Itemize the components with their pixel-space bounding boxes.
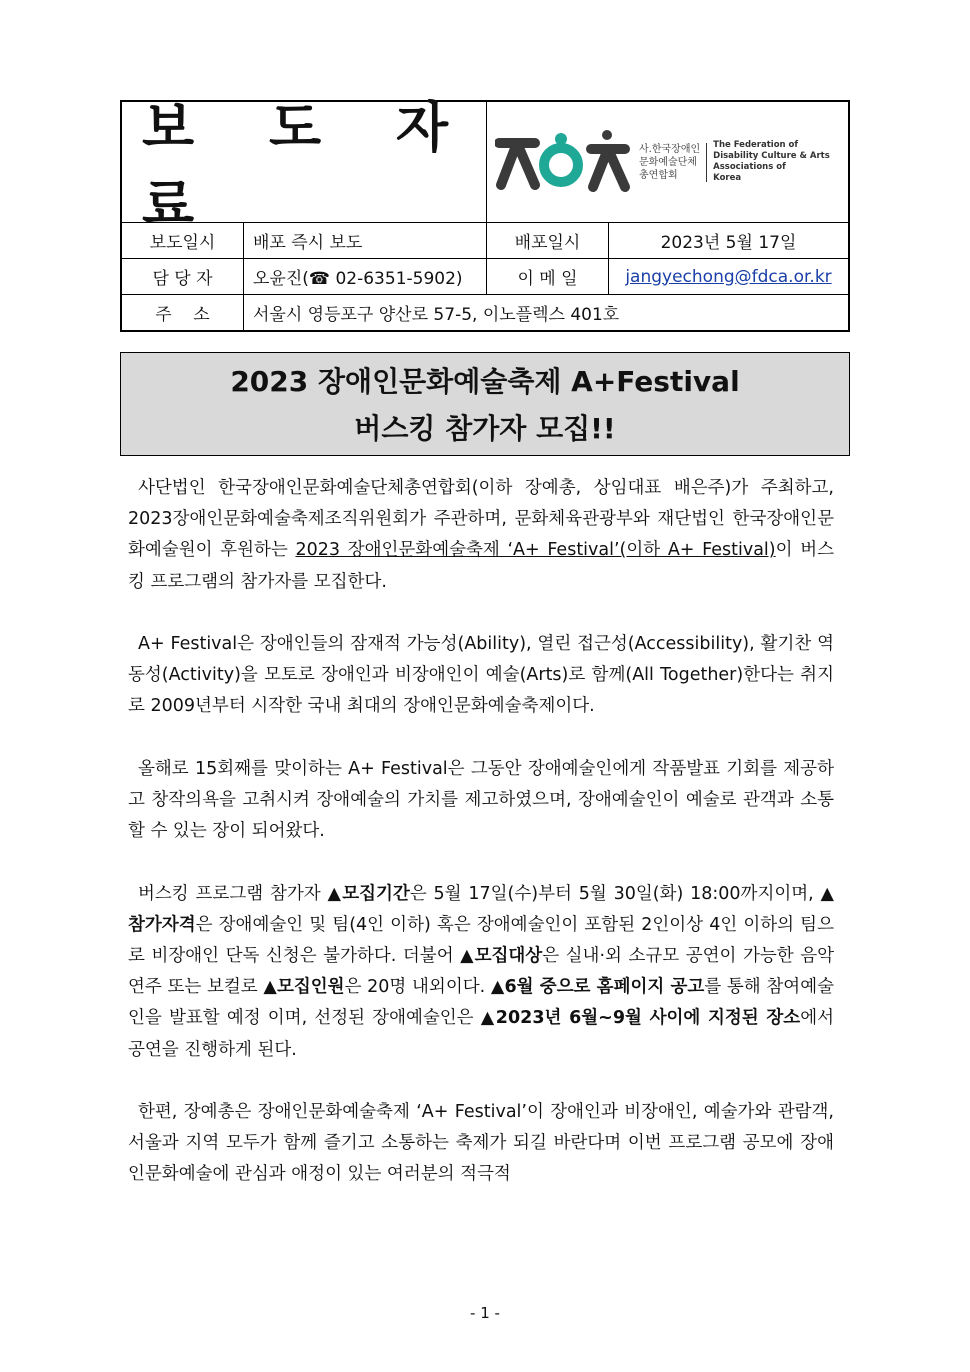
headline-line-2: 버스킹 참가자 모집!! xyxy=(354,412,616,445)
email-link[interactable]: jangyechong@fdca.or.kr xyxy=(625,266,832,287)
paragraph-4 xyxy=(128,879,834,1066)
logo-org-english: The Federation of Disability Culture & Arts Associations of Korea xyxy=(713,140,830,183)
label-contact-person: 담 당 자 xyxy=(122,259,244,294)
page-number: - 1 - xyxy=(470,1304,500,1322)
paragraph-2: A+ Festival은 장애인들의 잠재적 가능성(Ability), 열린 접근성(Accessibility), 활기찬 역동성(Activity)을 모토로 장애인과 비장애인이 예술(Arts)로 함께(All Together)한다는 취지로 2009년부터 시작한 국내 최대의 장애인문화예술축제이다. xyxy=(128,634,834,717)
email-cell xyxy=(609,259,848,294)
p4-text-7: 에서 공연을 진행하게 된다. xyxy=(128,1008,834,1060)
p1-text-a: 사단법인 한국장애인문화예술단체총연합회(이하 장예총, 상임대표 배은주)가 주최하고, 2023장애인문화예술축제조직위원회가 주관하며, 문화체육관광부와 재단법인 한국장애인문화예술원이 후원하는 xyxy=(128,478,834,561)
value-contact-person: 오윤진(☎ 02-6351-5902) xyxy=(244,259,487,294)
article-body xyxy=(128,473,834,1222)
press-release-title: 보 도 자 료 xyxy=(122,102,487,222)
organization-logo xyxy=(487,102,848,222)
label-address: 주 소 xyxy=(122,295,244,330)
p4-bold-count: ▲모집인원 xyxy=(263,977,345,998)
headline-box xyxy=(120,352,850,456)
logo-org-korean: 사.한국장애인 문화예술단체 총연합회 xyxy=(639,143,707,182)
logo-mark-icon xyxy=(495,127,633,197)
paragraph-5: 한편, 장예총은 장애인문화예술축제 ‘A+ Festival’이 장애인과 비장애인, 예술가와 관람객, 서울과 지역 모두가 함께 즐기고 소통하는 축제가 되길 바란다며 이번 프로그램 공모에 장애인문화예술에 관심과 애정이 있는 여러분의 적극적 xyxy=(128,1102,834,1185)
paragraph-3: 올해로 15회째를 맞이하는 A+ Festival은 그동안 장애예술인에게 작품발표 기회를 제공하고 창작의욕을 고취시켜 장애예술의 가치를 제고하였으며, 장애예술인이 예술로 관객과 소통할 수 있는 장이 되어왔다. xyxy=(128,758,834,842)
p4-text-3: 은 장애예술인 및 팀(4인 이하) 혹은 장애예술인이 포함된 2인이상 4인 이하의 팀으로 비장애인 단독 신청은 불가하다. 더불어 xyxy=(128,914,834,966)
p4-bold-period: ▲모집기간 xyxy=(327,883,410,904)
p1-text-b: 이 버스킹 프로그램의 참가자를 모집한다. xyxy=(128,540,834,592)
p4-text-5: 은 20명 내외이다. xyxy=(344,977,491,998)
label-distribution-date: 배포일시 xyxy=(487,223,609,258)
p4-bold-target: ▲모집대상 xyxy=(460,946,543,966)
label-email: 이 메 일 xyxy=(487,259,609,294)
p4-bold-announcement: ▲6월 중으로 홈페이지 공고 xyxy=(490,977,705,998)
p4-text-6: 를 통해 참여예술인을 발표할 예정 이며, 선정된 장애예술인은 xyxy=(128,977,835,1029)
value-distribution-date: 2023년 5월 17일 xyxy=(660,233,797,253)
header-top-row xyxy=(122,96,848,236)
info-row-address xyxy=(122,295,848,330)
headline-line-1: 2023 장애인문화예술축제 A+Festival xyxy=(230,365,740,398)
p4-text-2: 은 5월 17일(수)부터 5월 30일(화) 18:00까지이며, xyxy=(409,883,821,904)
value-press-date: 배포 즉시 보도 xyxy=(244,223,487,258)
value-address: 서울시 영등포구 양산로 57-5, 이노플렉스 401호 xyxy=(253,305,620,325)
info-row-contact xyxy=(122,259,848,295)
p4-bold-schedule: ▲2023년 6월~9월 사이에 지정된 장소 xyxy=(480,1008,801,1029)
label-press-date: 보도일시 xyxy=(122,223,244,258)
paragraph-1 xyxy=(128,473,834,598)
press-header-table xyxy=(120,96,850,332)
p4-text-4: 은 실내·외 소규모 공연이 가능한 음악연주 또는 보컬로 xyxy=(128,946,835,998)
p4-bold-eligibility: ▲참가자격 xyxy=(128,883,835,935)
p1-festival-name: 2023 장애인문화예술축제 ‘A+ Festival’(이하 A+ Festival) xyxy=(295,540,776,561)
info-row-release-date xyxy=(122,223,848,259)
p4-text-1: 버스킹 프로그램 참가자 xyxy=(138,883,328,904)
